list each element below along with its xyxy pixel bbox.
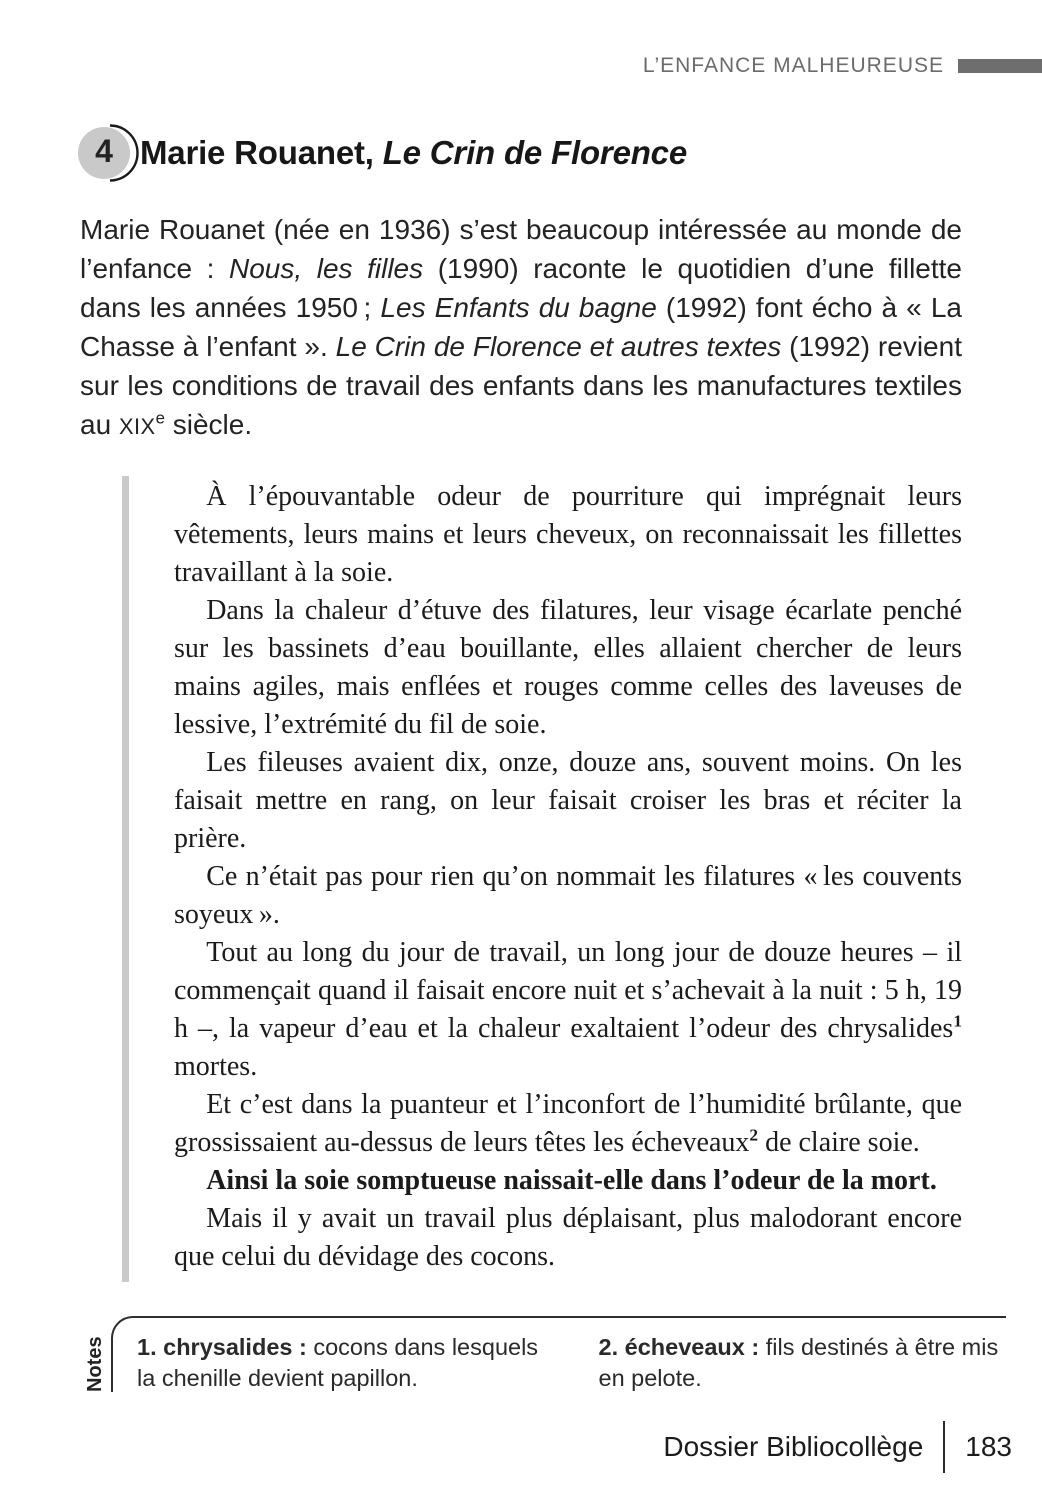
chapter-number: 4 <box>95 133 113 170</box>
chapter-number-badge <box>76 122 140 184</box>
chapter-author: Marie Rouanet, <box>140 134 383 171</box>
notes-section <box>84 1316 1006 1400</box>
quote-paragraph: Et c’est dans la puanteur et l’inconfort de l’humidité brûlante, que grossissaient au-dessus de leurs têtes les écheveaux$^2$ de claire soie. <box>174 1089 962 1158</box>
footer-divider <box>943 1421 945 1473</box>
quote-paragraph: Dans la chaleur d’étuve des filatures, leur visage écarlate penché sur les bassinets d’eau bouillante, elles allaient chercher de leurs mains agiles, mais enflées et rouges comme celles des laveuses de lessive, l’extrémité du fil de soie. <box>174 595 962 740</box>
notes-label: Notes <box>84 1336 106 1392</box>
quote-block <box>122 476 962 1282</box>
note-item: 1. chrysalides : cocons dans lesquels la chenille devient papillon. <box>137 1334 539 1391</box>
quote-paragraph: Les fileuses avaient dix, onze, douze ans, souvent moins. On les faisait mettre en rang, on leur faisait croiser les bras et réciter la prière. <box>174 747 962 854</box>
quote-paragraph: Tout au long du jour de travail, un long jour de douze heures – il commençait quand il faisait encore nuit et s’achevait à la nuit : 5 h, 19 h –, la vapeur d’eau et la chaleur exaltaient l’odeur des chrysalides$^1$ mortes. <box>174 937 962 1082</box>
section-title: L’ENFANCE MALHEUREUSE <box>642 54 944 77</box>
notes-box <box>111 1316 1006 1394</box>
intro-paragraph: Marie Rouanet (née en 1936) s’est beaucoup intéressée au monde de l’enfance : Nous, les filles (1990) raconte le quotidien d’une fillette dans les années 1950 ; Les Enfants du bagne (1992) font écho à « La Chasse à l’enfant ». Le Crin de Florence et autres textes (1992) revient sur les conditions de travail des enfants dans les manufactures textiles au XIXe siècle. <box>80 214 963 440</box>
quote-paragraph-emphasis: Ainsi la soie somptueuse naissait-elle dans l’odeur de la mort. <box>206 1165 937 1196</box>
quote-paragraph: Ce n’était pas pour rien qu’on nommait les filatures « les couvents soyeux ». <box>174 861 962 930</box>
page-footer <box>663 1418 1012 1476</box>
section-title-bar <box>958 59 1042 73</box>
quote-paragraph: Mais il y avait un travail plus déplaisant, plus malodorant encore que celui du dévidage des cocons. <box>174 1203 962 1272</box>
notes-grid <box>137 1332 1000 1394</box>
chapter-title <box>140 134 687 172</box>
note-item: 2. écheveaux : fils destinés à être mis en pelote. <box>598 1334 999 1391</box>
footer-page-number: 183 <box>965 1431 1012 1462</box>
page-header <box>0 0 1042 78</box>
quote-paragraph: À l’épouvantable odeur de pourriture qui imprégnait leurs vêtements, leurs mains et leurs cheveux, on reconnaissait les fillettes travaillant à la soie. <box>174 481 962 588</box>
chapter-work-title: Le Crin de Florence <box>382 134 687 171</box>
footer-collection: Dossier Bibliocollège <box>663 1431 924 1462</box>
chapter-heading <box>76 122 1042 184</box>
